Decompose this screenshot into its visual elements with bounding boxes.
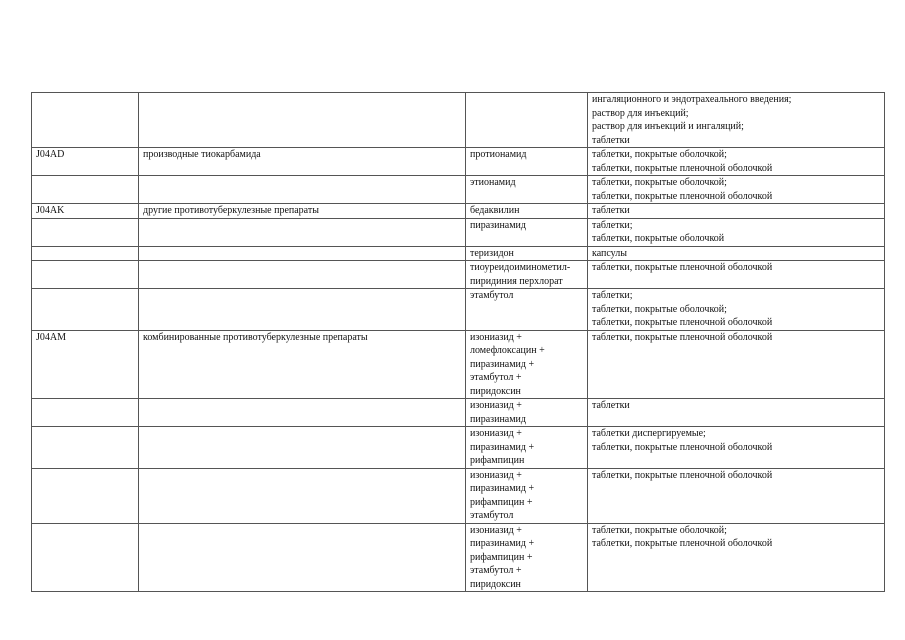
atc-code-cell: J04AK	[32, 204, 139, 219]
dosage-form-cell: таблетки	[588, 399, 885, 427]
group-cell	[139, 523, 466, 592]
table-row	[32, 246, 885, 261]
atc-code-cell	[32, 399, 139, 427]
atc-code-cell	[32, 289, 139, 331]
dosage-form-cell: капсулы	[588, 246, 885, 261]
drug-name-cell	[466, 93, 588, 148]
dosage-form-cell: таблетки диспергируемые; таблетки, покрытые пленочной оболочкой	[588, 427, 885, 469]
drug-name-cell: этамбутол	[466, 289, 588, 331]
dosage-form-cell: таблетки, покрытые пленочной оболочкой	[588, 468, 885, 523]
atc-code-cell	[32, 176, 139, 204]
dosage-form-cell: таблетки, покрытые оболочкой; таблетки, покрытые пленочной оболочкой	[588, 176, 885, 204]
table-row	[32, 176, 885, 204]
group-cell: другие противотуберкулезные препараты	[139, 204, 466, 219]
atc-code-cell	[32, 93, 139, 148]
group-cell	[139, 289, 466, 331]
drug-name-cell: бедаквилин	[466, 204, 588, 219]
table-row	[32, 148, 885, 176]
group-cell	[139, 93, 466, 148]
group-cell: производные тиокарбамида	[139, 148, 466, 176]
drug-name-cell: изониазид + ломефлоксацин + пиразинамид + этамбутол + пиридоксин	[466, 330, 588, 399]
dosage-form-cell: ингаляционного и эндотрахеального введения; раствор для инъекций; раствор для инъекций и ингаляций; таблетки	[588, 93, 885, 148]
table-row	[32, 468, 885, 523]
atc-code-cell	[32, 246, 139, 261]
table-row	[32, 330, 885, 399]
atc-code-cell: J04AD	[32, 148, 139, 176]
dosage-form-cell: таблетки, покрытые пленочной оболочкой	[588, 261, 885, 289]
group-cell	[139, 427, 466, 469]
drug-name-cell: изониазид + пиразинамид + рифампицин	[466, 427, 588, 469]
atc-code-cell	[32, 427, 139, 469]
group-cell	[139, 218, 466, 246]
group-cell	[139, 399, 466, 427]
dosage-form-cell: таблетки; таблетки, покрытые оболочкой; таблетки, покрытые пленочной оболочкой	[588, 289, 885, 331]
table-row	[32, 204, 885, 219]
drug-name-cell: пиразинамид	[466, 218, 588, 246]
dosage-form-cell: таблетки, покрытые пленочной оболочкой	[588, 330, 885, 399]
drug-table	[31, 92, 885, 592]
group-cell	[139, 246, 466, 261]
dosage-form-cell: таблетки, покрытые оболочкой; таблетки, покрытые пленочной оболочкой	[588, 148, 885, 176]
group-cell	[139, 176, 466, 204]
atc-code-cell: J04AM	[32, 330, 139, 399]
drug-name-cell: теризидон	[466, 246, 588, 261]
atc-code-cell	[32, 523, 139, 592]
drug-name-cell: тиоуреидоиминометил-пиридиния перхлорат	[466, 261, 588, 289]
drug-name-cell: протионамид	[466, 148, 588, 176]
dosage-form-cell: таблетки, покрытые оболочкой; таблетки, покрытые пленочной оболочкой	[588, 523, 885, 592]
atc-code-cell	[32, 261, 139, 289]
drug-name-cell: изониазид + пиразинамид + рифампицин + этамбутол + пиридоксин	[466, 523, 588, 592]
drug-name-cell: этионамид	[466, 176, 588, 204]
drug-name-cell: изониазид + пиразинамид + рифампицин + этамбутол	[466, 468, 588, 523]
group-cell	[139, 261, 466, 289]
dosage-form-cell: таблетки	[588, 204, 885, 219]
group-cell	[139, 468, 466, 523]
table-row	[32, 218, 885, 246]
table-row	[32, 427, 885, 469]
drug-name-cell: изониазид + пиразинамид	[466, 399, 588, 427]
table-row	[32, 523, 885, 592]
group-cell: комбинированные противотуберкулезные препараты	[139, 330, 466, 399]
atc-code-cell	[32, 468, 139, 523]
table-row	[32, 399, 885, 427]
table-row	[32, 289, 885, 331]
table-row	[32, 261, 885, 289]
dosage-form-cell: таблетки; таблетки, покрытые оболочкой	[588, 218, 885, 246]
atc-code-cell	[32, 218, 139, 246]
table-row	[32, 93, 885, 148]
